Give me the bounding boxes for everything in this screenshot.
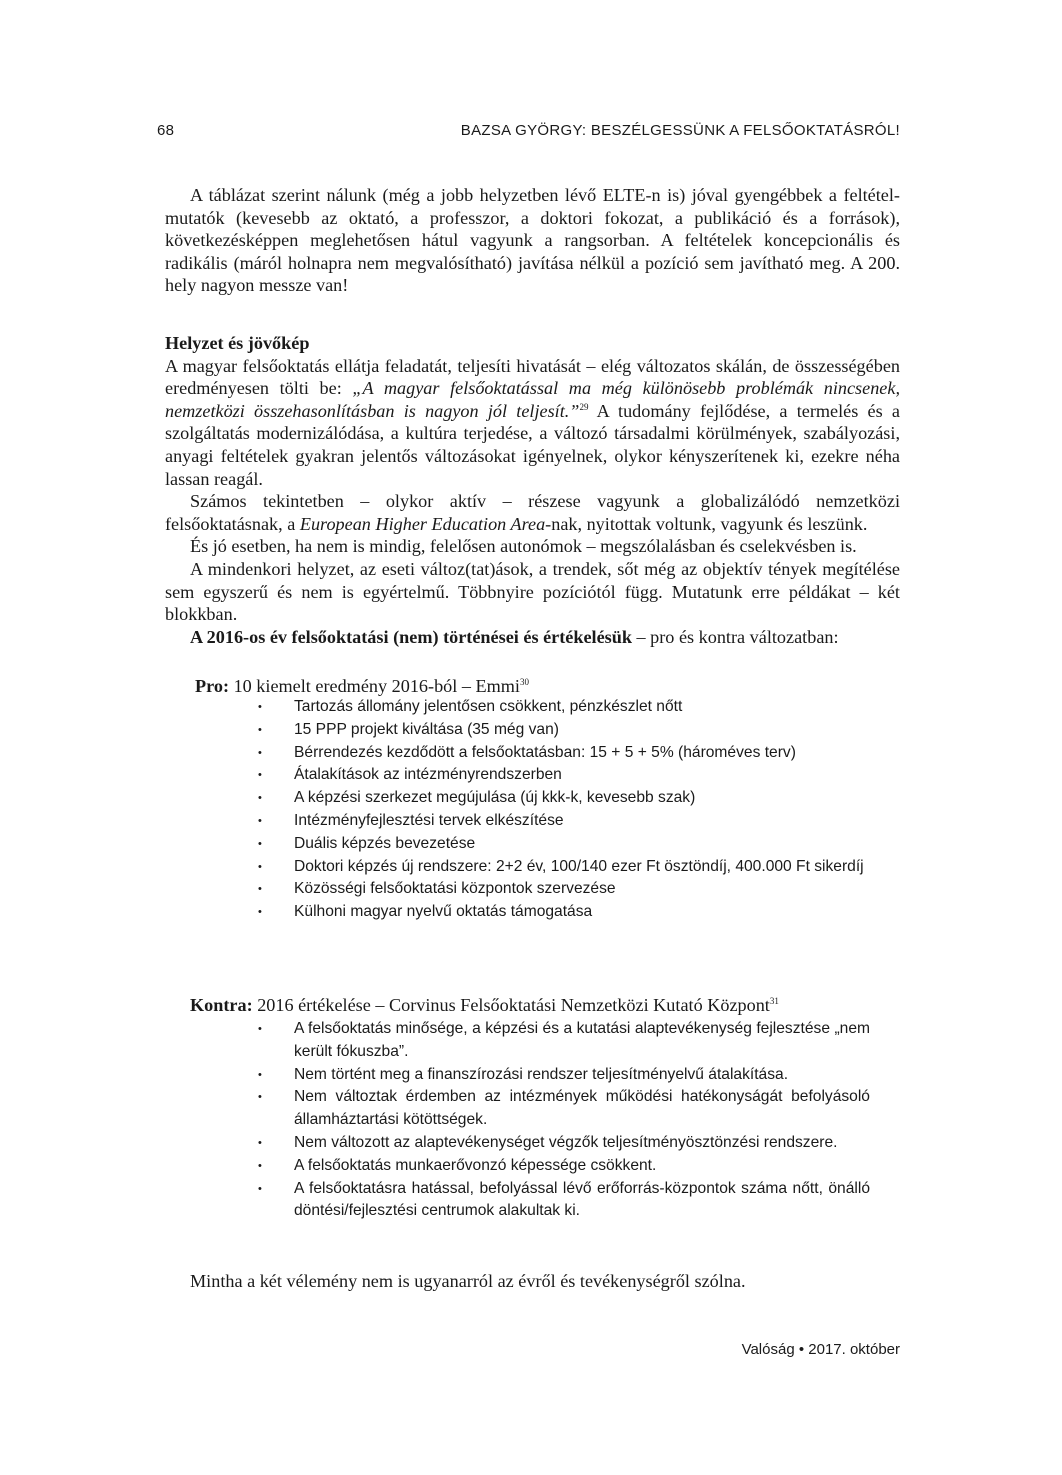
kontra-item-text: A felsőoktatás minősége, a képzési és a kutatási alaptevékenység fejlesztése „nem került fókuszba”. [294, 1020, 870, 1060]
pro-item-text: Bérrendezés kezdődött a felsőoktatásban: 15 + 5 + 5% (hároméves terv) [294, 743, 796, 761]
pro-item-text: Duális képzés bevezetése [294, 834, 476, 852]
pro-item [258, 901, 870, 924]
kontra-item-text: A felsőoktatásra hatással, befolyással lévő erőforrás-központok száma nőtt, önálló döntési/fejlesztési centrumok alakultak ki. [294, 1179, 870, 1220]
kontra-list [258, 1018, 870, 1223]
footnote-ref: 30 [519, 676, 529, 687]
kontra-item [258, 1018, 870, 1064]
pro-item [258, 878, 870, 901]
bullet-icon: • [258, 906, 262, 919]
bullet-icon: • [258, 1023, 262, 1035]
footnote-ref: 29 [579, 401, 589, 412]
bullet-icon: • [258, 701, 262, 713]
pro-item [258, 856, 870, 879]
kontra-item-text: A felsőoktatás munkaerővonzó képessége csökkent. [294, 1156, 657, 1174]
pro-item [258, 810, 870, 833]
bullet-icon: • [258, 723, 262, 736]
paragraph-text: A tudomány fejlődése, a termelés és a szolgáltatás modernizálódása, a kultúra terjedése, a változó társadalmi körülmények, szabályozási, anyagi feltételek gyakran jelentős változásokat igényelnek, olykor kényszerítenek ki, ezekre néha lassan reagál. [165, 400, 900, 489]
pro-item [258, 787, 870, 810]
bullet-icon: • [258, 860, 262, 873]
kontra-item [258, 1132, 870, 1155]
bullet-icon: • [258, 1136, 262, 1149]
bullet-icon: • [258, 837, 262, 850]
pro-item [258, 742, 870, 765]
bullet-icon: • [258, 769, 262, 782]
bullet-icon: • [258, 1068, 262, 1081]
page-number: 68 [157, 122, 175, 139]
kontra-heading [190, 994, 900, 1017]
pro-item-text: Intézményfejlesztési tervek elkészítése [294, 811, 564, 829]
kontra-item-text: Nem történt meg a finanszírozási rendszer teljesítményelvű átalakítása. [294, 1065, 789, 1083]
kontra-item [258, 1155, 870, 1178]
pro-label: Pro: [195, 676, 230, 696]
bullet-icon: • [258, 1091, 262, 1104]
bullet-icon: • [258, 746, 262, 759]
section-paragraph-5 [165, 626, 900, 649]
paragraph-text: -nak, nyitottak voltunk, vagyunk és leszünk. [545, 513, 868, 534]
kontra-label: Kontra: [190, 995, 253, 1015]
pro-item-text: Külhoni magyar nyelvű oktatás támogatása [294, 903, 593, 921]
pro-item-text: A képzési szerkezet megújulása (új kkk-k, kevesebb szak) [294, 789, 696, 807]
paragraph-text: – pro és kontra változatban: [631, 626, 839, 647]
bullet-icon: • [258, 1159, 262, 1172]
paragraph-text: Számos tekintetben – olykor aktív – részese vagyunk a globalizálódó nemzetközi felsőoktatásnak, a [165, 491, 900, 534]
italic-term: European Higher Education Area [299, 513, 546, 534]
pro-item-text: Doktori képzés új rendszere: 2+2 év, 100/140 ezer Ft ösztöndíj, 400.000 Ft sikerdíj [294, 857, 864, 875]
footer: Valóság • 2017. október [741, 1341, 900, 1358]
pro-item-text: Tartozás állomány jelentősen csökkent, pénzkészlet nőtt [294, 698, 683, 715]
section-paragraph-1 [165, 355, 900, 491]
pro-list [258, 696, 870, 924]
bold-lead: A 2016-os év felsőoktatási (nem) történései és értékelésük [190, 626, 632, 647]
intro-paragraph: A táblázat szerint nálunk (még a jobb helyzetben lévő ELTE-n is) jóval gyengébbek a feltétel-mutatók (kevesebb az oktató, a professzor, a doktori fokozat, a publikáció és a források), következésképpen meglehetősen hátul vagyunk a rangsorban. A feltételek koncepcionális és radikális (máról holnapra nem megvalósítható) javítása nélkül a pozíció sem javítható meg. A 200. hely nagyon messze van! [165, 185, 900, 296]
section-heading: Helyzet és jövőkép [165, 333, 310, 353]
pro-item-text: Átalakítások az intézményrendszerben [294, 766, 562, 784]
kontra-item [258, 1064, 870, 1087]
kontra-item [258, 1178, 870, 1224]
pro-item [258, 719, 870, 742]
section-paragraph-4: A mindenkori helyzet, az eseti változ(tat)ások, a trendek, sőt még az objektív tények megítélése sem egyszerű és nem is egyértelmű. Többnyire pozíciótól függ. Mutatunk erre példákat – két blokkban. [165, 558, 900, 625]
pro-item-text: 15 PPP projekt kiváltása (35 még van) [294, 720, 559, 738]
section-block [165, 332, 900, 648]
bullet-icon: • [258, 1182, 262, 1195]
paragraph-text: A magyar felsőoktatás ellátja feladatát, teljesíti hivatását – elég változatos skálán, de összességében eredményesen tölti be: [165, 355, 900, 399]
quote-text: „A magyar felsőoktatással ma még különösebb problémák nincsenek, nemzetközi összehasonlításban is nagyon jól teljesít.” [165, 378, 900, 421]
bullet-icon: • [258, 792, 262, 805]
kontra-item-text: Nem változtak érdemben az intézmények működési hatékonyságát befolyásoló államháztartási kötöttségek. [294, 1088, 870, 1129]
pro-title: 10 kiemelt eredmény 2016-ból – Emmi [229, 676, 520, 696]
section-paragraph-3: És jó esetben, ha nem is mindig, felelősen autonómok – megszólalásban és cselekvésben is. [190, 536, 857, 557]
section-paragraph-2 [165, 490, 900, 535]
bullet-icon: • [258, 883, 262, 896]
running-title: BAZSA GYÖRGY: BESZÉLGESSÜNK A FELSŐOKTATÁSRÓL! [460, 122, 900, 139]
closing-paragraph: Mintha a két vélemény nem is ugyanarról az évről és tevékenységről szólna. [190, 1271, 746, 1291]
pro-item-text: Közösségi felsőoktatási központok szervezése [294, 880, 616, 898]
footnote-ref: 31 [769, 995, 779, 1006]
kontra-item-text: Nem változott az alaptevékenységet végzők teljesítményösztönzési rendszere. [294, 1133, 838, 1151]
pro-heading [195, 675, 900, 698]
pro-item [258, 764, 870, 787]
bullet-icon: • [258, 814, 262, 827]
pro-item [258, 833, 870, 856]
intro-block [165, 184, 900, 297]
kontra-item [258, 1086, 870, 1132]
kontra-title: 2016 értékelése – Corvinus Felsőoktatási Nemzetközi Kutató Központ [252, 995, 770, 1015]
pro-item [258, 696, 870, 719]
